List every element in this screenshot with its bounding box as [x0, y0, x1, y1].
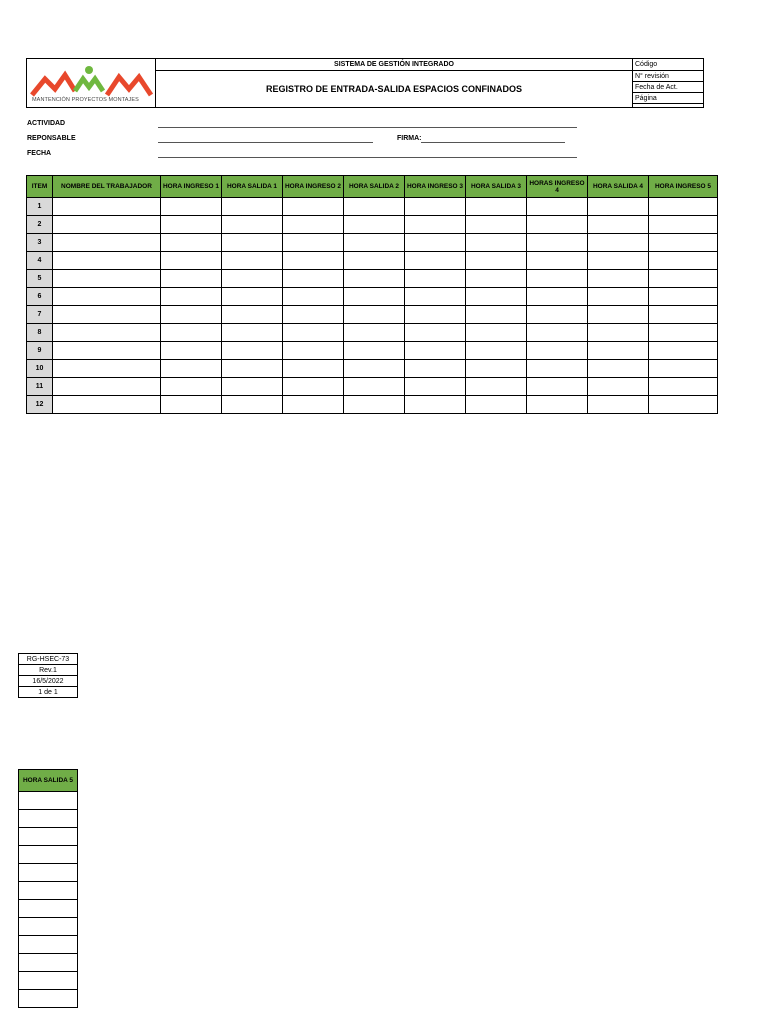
time-cell[interactable]	[161, 396, 222, 414]
exit-5-cell[interactable]	[19, 810, 78, 828]
time-cell[interactable]	[283, 396, 344, 414]
time-cell[interactable]	[222, 378, 283, 396]
time-cell[interactable]	[588, 342, 649, 360]
time-cell[interactable]	[649, 324, 718, 342]
item-number: 5	[27, 270, 53, 288]
time-cell[interactable]	[649, 252, 718, 270]
worker-name-cell[interactable]	[53, 234, 161, 252]
table-row	[27, 360, 718, 378]
time-cell[interactable]	[588, 252, 649, 270]
time-cell[interactable]	[283, 270, 344, 288]
time-cell[interactable]	[161, 252, 222, 270]
time-cell[interactable]	[527, 324, 588, 342]
table-row	[19, 882, 78, 900]
col-entry-2: HORA INGRESO 2	[283, 176, 344, 198]
time-cell[interactable]	[527, 288, 588, 306]
worker-name-cell[interactable]	[53, 216, 161, 234]
table-row	[19, 792, 78, 810]
time-cell[interactable]	[222, 234, 283, 252]
time-cell[interactable]	[344, 378, 405, 396]
time-cell[interactable]	[344, 270, 405, 288]
table-row	[27, 198, 718, 216]
col-exit-3: HORA SALIDA 3	[466, 176, 527, 198]
table-row	[19, 954, 78, 972]
time-cell[interactable]	[649, 270, 718, 288]
table-row	[27, 306, 718, 324]
time-cell[interactable]	[405, 342, 466, 360]
worker-name-cell[interactable]	[53, 324, 161, 342]
table-row	[19, 936, 78, 954]
logo-text: MANTENCIÓN PROYECTOS MONTAJES	[32, 97, 139, 103]
page-title: REGISTRO DE ENTRADA-SALIDA ESPACIOS CONFINADOS	[156, 71, 633, 108]
time-cell[interactable]	[405, 378, 466, 396]
time-cell[interactable]	[649, 378, 718, 396]
time-cell[interactable]	[466, 360, 527, 378]
table-row	[19, 810, 78, 828]
time-cell[interactable]	[527, 378, 588, 396]
exit-5-cell[interactable]	[19, 918, 78, 936]
doc-revision: Rev.1	[19, 665, 78, 676]
time-cell[interactable]	[588, 396, 649, 414]
worker-name-cell[interactable]	[53, 270, 161, 288]
exit-5-cell[interactable]	[19, 846, 78, 864]
col-worker-name: NOMBRE DEL TRABAJADOR	[53, 176, 161, 198]
col-exit-4: HORA SALIDA 4	[588, 176, 649, 198]
date-line[interactable]	[158, 157, 577, 158]
time-cell[interactable]	[405, 198, 466, 216]
col-item: ITEM	[27, 176, 53, 198]
time-cell[interactable]	[405, 252, 466, 270]
activity-line[interactable]	[158, 127, 577, 128]
table-row	[27, 216, 718, 234]
exit-5-cell[interactable]	[19, 792, 78, 810]
responsible-line[interactable]	[158, 142, 373, 143]
time-cell[interactable]	[405, 360, 466, 378]
time-cell[interactable]	[649, 234, 718, 252]
col-exit-5: HORA SALIDA 5	[19, 770, 78, 792]
table-row	[19, 900, 78, 918]
time-cell[interactable]	[466, 198, 527, 216]
time-cell[interactable]	[344, 396, 405, 414]
date-label: FECHA	[27, 150, 52, 157]
exit-5-cell[interactable]	[19, 900, 78, 918]
time-cell[interactable]	[161, 198, 222, 216]
time-cell[interactable]	[283, 360, 344, 378]
time-cell[interactable]	[527, 216, 588, 234]
time-cell[interactable]	[161, 378, 222, 396]
time-cell[interactable]	[344, 360, 405, 378]
time-cell[interactable]	[222, 360, 283, 378]
table-row	[27, 270, 718, 288]
time-cell[interactable]	[283, 198, 344, 216]
table-row	[19, 846, 78, 864]
item-number: 9	[27, 342, 53, 360]
time-cell[interactable]	[222, 306, 283, 324]
worker-name-cell[interactable]	[53, 378, 161, 396]
signature-line[interactable]	[421, 142, 565, 143]
exit-5-table	[18, 769, 78, 1008]
time-cell[interactable]	[222, 342, 283, 360]
logo-cell	[27, 59, 156, 108]
time-cell[interactable]	[588, 198, 649, 216]
table-row	[19, 918, 78, 936]
item-number: 3	[27, 234, 53, 252]
time-cell[interactable]	[283, 216, 344, 234]
time-cell[interactable]	[466, 288, 527, 306]
item-number: 2	[27, 216, 53, 234]
time-cell[interactable]	[161, 234, 222, 252]
time-cell[interactable]	[161, 342, 222, 360]
table-row	[19, 990, 78, 1008]
time-cell[interactable]	[466, 270, 527, 288]
doc-page: 1 de 1	[19, 687, 78, 698]
time-cell[interactable]	[588, 306, 649, 324]
time-cell[interactable]	[405, 396, 466, 414]
time-cell[interactable]	[649, 360, 718, 378]
time-cell[interactable]	[344, 234, 405, 252]
time-cell[interactable]	[588, 234, 649, 252]
time-cell[interactable]	[283, 324, 344, 342]
item-number: 12	[27, 396, 53, 414]
worker-name-cell[interactable]	[53, 252, 161, 270]
item-number: 1	[27, 198, 53, 216]
col-entry-5: HORA INGRESO 5	[649, 176, 718, 198]
worker-name-cell[interactable]	[53, 198, 161, 216]
time-cell[interactable]	[466, 306, 527, 324]
time-cell[interactable]	[588, 360, 649, 378]
table-row	[27, 396, 718, 414]
time-cell[interactable]	[527, 396, 588, 414]
time-cell[interactable]	[649, 342, 718, 360]
time-cell[interactable]	[466, 234, 527, 252]
time-cell[interactable]	[588, 378, 649, 396]
time-cell[interactable]	[344, 324, 405, 342]
time-cell[interactable]	[588, 270, 649, 288]
col-exit-2: HORA SALIDA 2	[344, 176, 405, 198]
time-cell[interactable]	[649, 306, 718, 324]
table-row	[19, 864, 78, 882]
time-cell[interactable]	[405, 288, 466, 306]
entry-exit-table	[26, 175, 718, 414]
exit-5-cell[interactable]	[19, 936, 78, 954]
signature-label: FIRMA:	[397, 135, 422, 142]
time-cell[interactable]	[649, 216, 718, 234]
worker-name-cell[interactable]	[53, 360, 161, 378]
table-row	[19, 828, 78, 846]
time-cell[interactable]	[527, 270, 588, 288]
col-exit-1: HORA SALIDA 1	[222, 176, 283, 198]
exit-5-cell[interactable]	[19, 864, 78, 882]
table-row	[27, 234, 718, 252]
time-cell[interactable]	[222, 288, 283, 306]
time-cell[interactable]	[405, 270, 466, 288]
time-cell[interactable]	[344, 252, 405, 270]
exit-5-cell[interactable]	[19, 954, 78, 972]
company-logo-icon	[27, 61, 155, 101]
time-cell[interactable]	[222, 324, 283, 342]
time-cell[interactable]	[344, 288, 405, 306]
time-cell[interactable]	[344, 342, 405, 360]
exit-5-cell[interactable]	[19, 972, 78, 990]
time-cell[interactable]	[466, 378, 527, 396]
doc-code: RG-HSEC-73	[19, 654, 78, 665]
item-number: 7	[27, 306, 53, 324]
time-cell[interactable]	[283, 342, 344, 360]
exit-5-cell[interactable]	[19, 882, 78, 900]
time-cell[interactable]	[649, 198, 718, 216]
time-cell[interactable]	[527, 360, 588, 378]
time-cell[interactable]	[527, 252, 588, 270]
time-cell[interactable]	[588, 288, 649, 306]
time-cell[interactable]	[222, 270, 283, 288]
time-cell[interactable]	[344, 216, 405, 234]
time-cell[interactable]	[466, 396, 527, 414]
time-cell[interactable]	[649, 288, 718, 306]
meta-code-label: Código	[633, 59, 704, 71]
item-number: 6	[27, 288, 53, 306]
item-number: 10	[27, 360, 53, 378]
time-cell[interactable]	[222, 252, 283, 270]
time-cell[interactable]	[588, 216, 649, 234]
time-cell[interactable]	[222, 396, 283, 414]
doc-date: 16/5/2022	[19, 676, 78, 687]
meta-revision-label: N° revisión	[633, 71, 704, 82]
time-cell[interactable]	[283, 378, 344, 396]
time-cell[interactable]	[649, 396, 718, 414]
time-cell[interactable]	[283, 288, 344, 306]
time-cell[interactable]	[466, 324, 527, 342]
col-entry-1: HORA INGRESO 1	[161, 176, 222, 198]
time-cell[interactable]	[161, 324, 222, 342]
time-cell[interactable]	[222, 198, 283, 216]
time-cell[interactable]	[527, 306, 588, 324]
time-cell[interactable]	[344, 306, 405, 324]
time-cell[interactable]	[222, 216, 283, 234]
time-cell[interactable]	[527, 342, 588, 360]
worker-name-cell[interactable]	[53, 288, 161, 306]
exit-5-cell[interactable]	[19, 828, 78, 846]
meta-date-label: Fecha de Act.	[633, 82, 704, 93]
document-header	[26, 58, 704, 108]
meta-spacer	[633, 104, 704, 108]
time-cell[interactable]	[161, 360, 222, 378]
time-cell[interactable]	[161, 306, 222, 324]
worker-name-cell[interactable]	[53, 306, 161, 324]
time-cell[interactable]	[161, 270, 222, 288]
time-cell[interactable]	[466, 342, 527, 360]
table-row	[19, 972, 78, 990]
table-row	[27, 324, 718, 342]
time-cell[interactable]	[466, 216, 527, 234]
meta-page-label: Página	[633, 93, 704, 104]
responsible-label: REPONSABLE	[27, 135, 76, 142]
item-number: 4	[27, 252, 53, 270]
time-cell[interactable]	[283, 252, 344, 270]
col-entry-3: HORA INGRESO 3	[405, 176, 466, 198]
item-number: 11	[27, 378, 53, 396]
table-row	[27, 252, 718, 270]
time-cell[interactable]	[527, 198, 588, 216]
time-cell[interactable]	[344, 198, 405, 216]
system-name: SISTEMA DE GESTIÓN INTEGRADO	[156, 59, 633, 71]
time-cell[interactable]	[161, 216, 222, 234]
table-row	[27, 378, 718, 396]
time-cell[interactable]	[588, 324, 649, 342]
worker-name-cell[interactable]	[53, 396, 161, 414]
time-cell[interactable]	[283, 306, 344, 324]
table-row	[27, 342, 718, 360]
time-cell[interactable]	[405, 234, 466, 252]
table-header-row	[27, 176, 718, 198]
worker-name-cell[interactable]	[53, 342, 161, 360]
activity-label: ACTIVIDAD	[27, 120, 66, 127]
time-cell[interactable]	[405, 324, 466, 342]
col-entry-4: HORAS INGRESO 4	[527, 176, 588, 198]
time-cell[interactable]	[283, 234, 344, 252]
time-cell[interactable]	[405, 216, 466, 234]
table-row	[27, 288, 718, 306]
time-cell[interactable]	[466, 252, 527, 270]
time-cell[interactable]	[527, 234, 588, 252]
time-cell[interactable]	[405, 306, 466, 324]
document-code-box	[18, 653, 78, 698]
item-number: 8	[27, 324, 53, 342]
exit-5-cell[interactable]	[19, 990, 78, 1008]
time-cell[interactable]	[161, 288, 222, 306]
